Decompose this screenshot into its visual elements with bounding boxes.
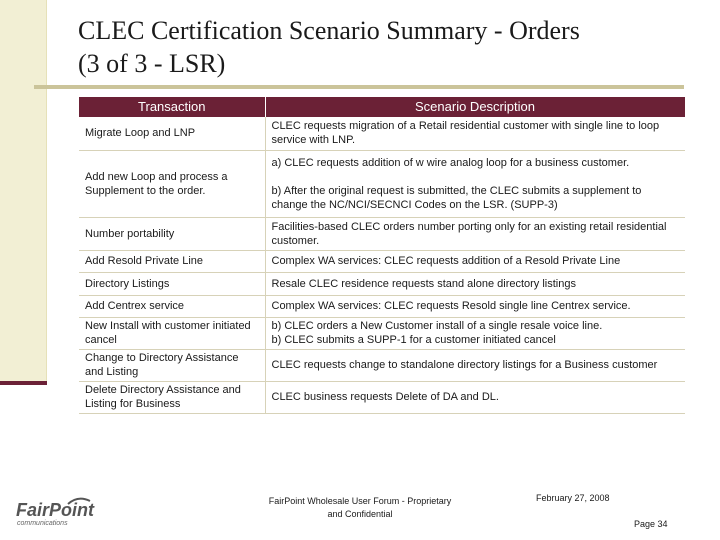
description-cell: Complex WA services: CLEC requests Resold single line Centrex service. [265,295,685,317]
title-line-1: CLEC Certification Scenario Summary - Orders [78,16,580,45]
table-row [79,317,685,349]
transaction-cell: Change to Directory Assistance and Listing [79,349,265,381]
page-number: Page 34 [634,519,668,529]
description-part-b: b) CLEC submits a SUPP-1 for a customer initiated cancel [271,334,556,346]
description-cell: CLEC requests migration of a Retail residential customer with single line to loop service with LNP. [265,117,685,150]
description-cell: Facilities-based CLEC orders number porting only for an existing retail residential customer. [265,217,685,250]
transaction-cell: Add Resold Private Line [79,250,265,272]
fairpoint-logo [14,494,104,528]
title-line-2: (3 of 3 - LSR) [78,49,226,78]
description-cell: CLEC requests change to standalone directory listings for a Business customer [265,349,685,381]
table-row [79,150,685,217]
description-cell: Complex WA services: CLEC requests addition of a Resold Private Line [265,250,685,272]
description-part-a: a) CLEC requests addition of w wire analog loop for a business customer. [271,156,630,169]
description-part-a: b) CLEC orders a New Customer install of a single resale voice line. [271,320,603,332]
transaction-cell: Add Centrex service [79,295,265,317]
table-row [79,349,685,381]
description-cell [265,150,685,217]
transaction-cell: Migrate Loop and LNP [79,117,265,150]
header-transaction: Transaction [79,97,265,117]
description-part-b: b) After the original request is submitted, the CLEC submits a supplement to change the NC/NCI/SECNCI Codes on the LSR. (SUPP-3) [271,184,642,211]
description-cell [265,317,685,349]
table-row [79,272,685,295]
table-row [79,381,685,413]
svg-text:FairPoint: FairPoint [16,500,95,520]
scenario-table [79,97,686,414]
title-underline [34,85,684,89]
footer-date: February 27, 2008 [536,493,610,503]
footer-confidential-note: FairPoint Wholesale User Forum - Proprietary and Confidential [268,496,452,519]
side-accent-line [0,381,47,385]
transaction-cell: Delete Directory Assistance and Listing for Business [79,381,265,413]
transaction-cell: Number portability [79,217,265,250]
table-row [79,117,685,150]
svg-text:communications: communications [17,520,68,527]
table-header-row [79,97,685,117]
transaction-cell: Directory Listings [79,272,265,295]
table-row [79,217,685,250]
description-cell: Resale CLEC residence requests stand alone directory listings [265,272,685,295]
table-row [79,250,685,272]
transaction-cell: New Install with customer initiated cancel [79,317,265,349]
description-cell: CLEC business requests Delete of DA and DL. [265,381,685,413]
header-scenario-description: Scenario Description [265,97,685,117]
transaction-cell: Add new Loop and process a Supplement to the order. [79,150,265,217]
side-decoration-bar [0,0,47,382]
slide-title [78,14,580,80]
table-row [79,295,685,317]
